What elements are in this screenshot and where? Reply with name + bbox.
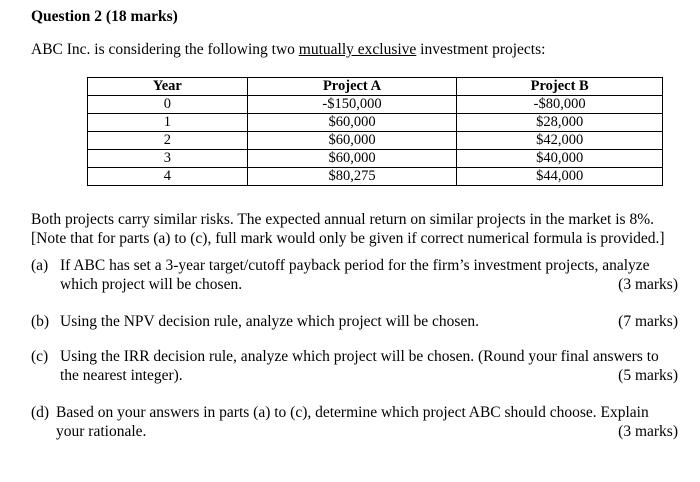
cell-year: 1	[88, 114, 248, 132]
part-text-line-2: the nearest integer).	[60, 367, 183, 384]
part-text-line-2: which project will be chosen.	[60, 276, 243, 293]
cell-project-a: -$150,000	[247, 96, 457, 114]
table-row	[88, 168, 663, 186]
part-text-line-1: Using the NPV decision rule, analyze which project will be chosen.	[60, 313, 479, 330]
header-year: Year	[88, 78, 248, 96]
cell-project-b: $42,000	[457, 132, 663, 150]
context-line-1: Both projects carry similar risks. The expected annual return on similar projects in the market is 8%.	[31, 211, 654, 228]
part-text-line-1: Based on your answers in parts (a) to (c), determine which project ABC should choose. Explain	[56, 404, 649, 421]
cell-project-a: $60,000	[247, 150, 457, 168]
cell-year: 3	[88, 150, 248, 168]
cell-project-a: $60,000	[247, 114, 457, 132]
context-paragraph	[31, 210, 681, 248]
part-c	[31, 347, 678, 385]
part-label: (d)	[31, 404, 50, 421]
table-header-row	[88, 78, 663, 96]
table-row	[88, 96, 663, 114]
cell-project-b: $44,000	[457, 168, 663, 186]
part-text-line-1: Using the IRR decision rule, analyze which project will be chosen. (Round your final answers to	[60, 348, 659, 365]
table-row	[88, 132, 663, 150]
part-marks: (3 marks)	[618, 276, 678, 293]
intro-text-start: ABC Inc. is considering the following two	[31, 41, 299, 58]
cell-year: 4	[88, 168, 248, 186]
cell-project-a: $60,000	[247, 132, 457, 150]
question-intro	[31, 41, 545, 59]
context-line-2: [Note that for parts (a) to (c), full mark would only be given if correct numerical formula is provided.]	[31, 230, 665, 247]
part-text-line-1: If ABC has set a 3-year target/cutoff payback period for the firm’s investment projects, analyze	[60, 257, 650, 274]
cell-year: 2	[88, 132, 248, 150]
question-title: Question 2 (18 marks)	[31, 8, 178, 25]
cell-project-b: $28,000	[457, 114, 663, 132]
cell-year: 0	[88, 96, 248, 114]
part-d	[31, 403, 678, 441]
intro-underlined-text: mutually exclusive	[298, 41, 417, 58]
header-project-b: Project B	[457, 78, 663, 96]
cash-flow-table	[87, 77, 663, 186]
part-marks: (5 marks)	[618, 367, 678, 384]
cell-project-a: $80,275	[247, 168, 457, 186]
table-row	[88, 114, 663, 132]
part-label: (c)	[31, 348, 49, 365]
part-marks: (7 marks)	[618, 313, 678, 330]
part-label: (a)	[31, 257, 49, 274]
cell-project-b: -$80,000	[457, 96, 663, 114]
part-b	[31, 312, 678, 331]
intro-text-end: investment projects:	[416, 41, 546, 58]
header-project-a: Project A	[247, 78, 457, 96]
part-marks: (3 marks)	[618, 423, 678, 440]
table-row	[88, 150, 663, 168]
part-label: (b)	[31, 313, 50, 330]
part-a	[31, 256, 678, 294]
cell-project-b: $40,000	[457, 150, 663, 168]
part-text-line-2: your rationale.	[56, 423, 147, 440]
